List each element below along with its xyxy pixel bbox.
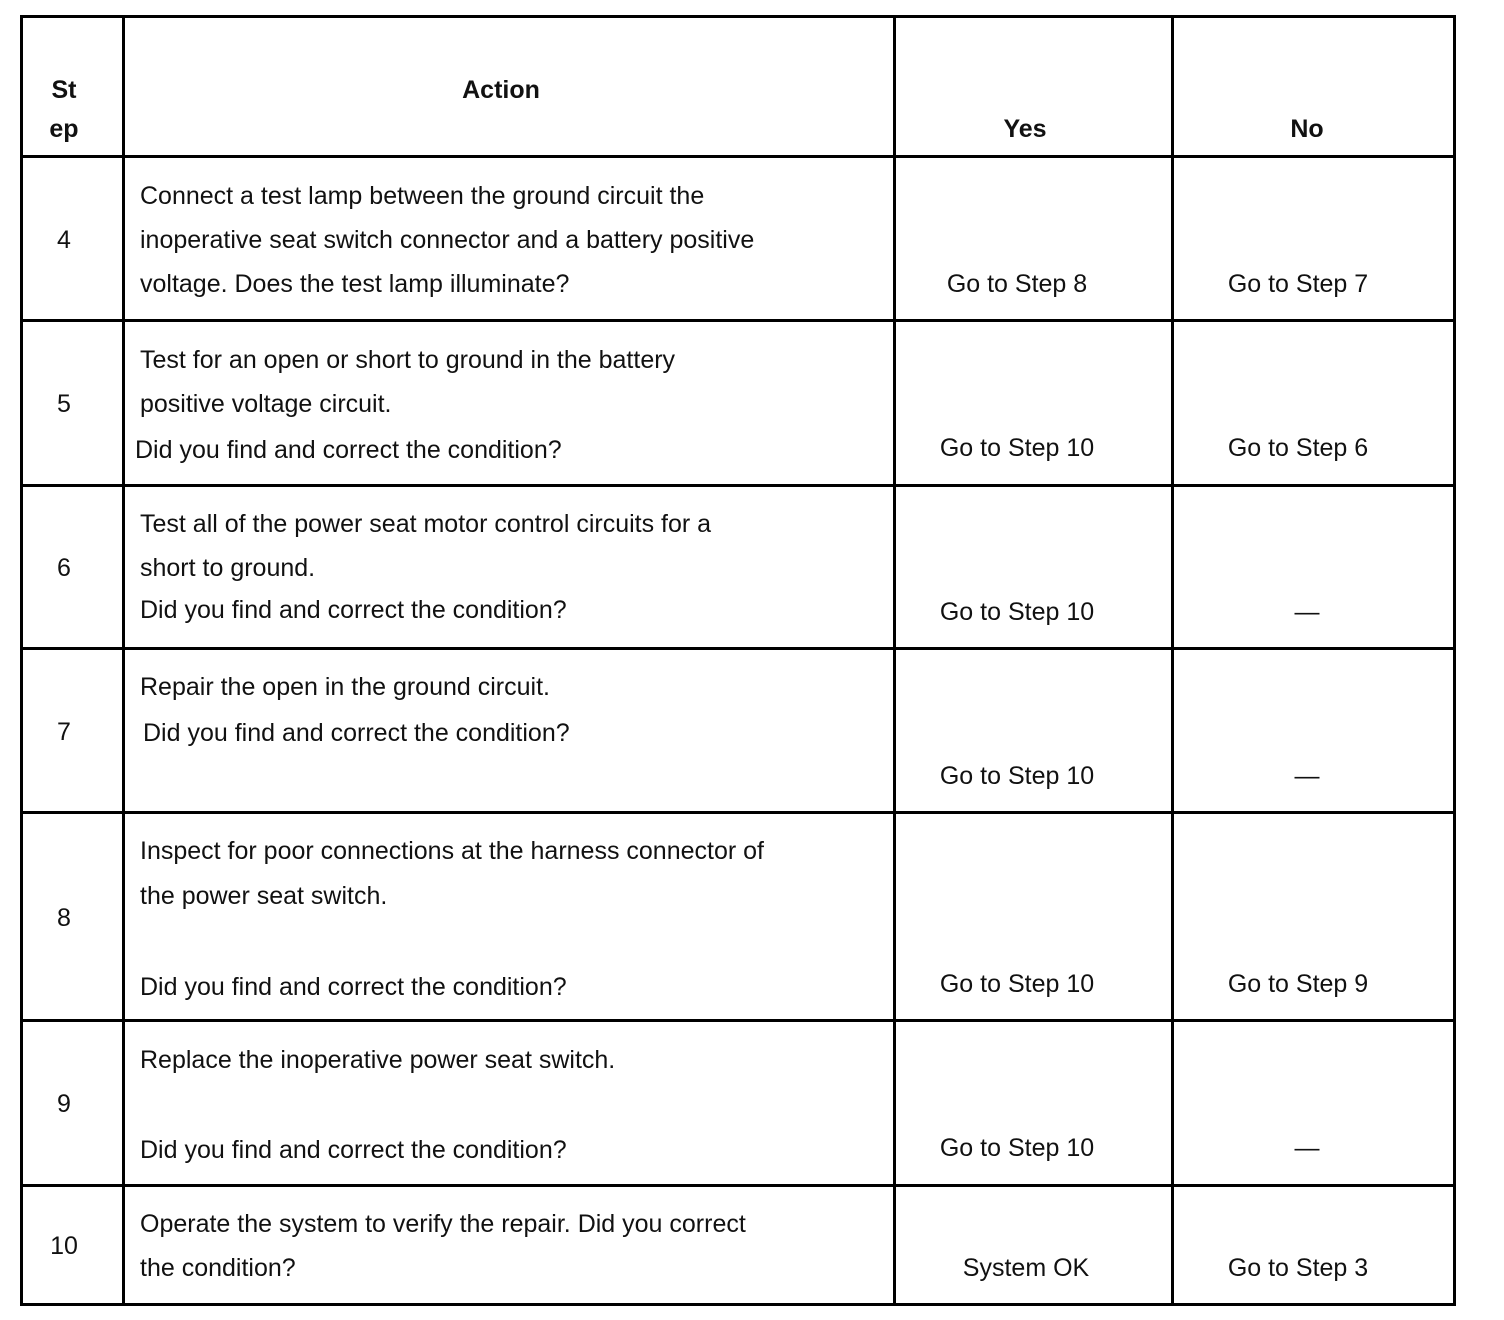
yes-result: Go to Step 10: [939, 1134, 1095, 1162]
table-rule: [20, 319, 1456, 322]
header-step-line1: St: [51, 76, 77, 104]
table-rule: [20, 15, 23, 1306]
action-text: Did you find and correct the condition?: [140, 973, 567, 1001]
table-rule: [20, 811, 1456, 814]
action-text: Did you find and correct the condition?: [143, 719, 570, 747]
step-number: 6: [57, 554, 71, 582]
no-result: Go to Step 6: [1227, 434, 1369, 462]
header-step-line2: ep: [49, 115, 79, 143]
action-text: Operate the system to verify the repair. Did you correct: [140, 1210, 746, 1238]
action-text: Did you find and correct the condition?: [140, 1136, 567, 1164]
table-rule: [20, 155, 1456, 158]
table-rule: [1171, 15, 1174, 1306]
step-number: 9: [57, 1090, 71, 1118]
no-result: Go to Step 3: [1227, 1254, 1369, 1282]
table-rule: [20, 1303, 1456, 1306]
action-text: positive voltage circuit.: [140, 390, 392, 418]
action-text: Replace the inoperative power seat switch.: [140, 1046, 616, 1074]
action-text: short to ground.: [140, 554, 316, 582]
table-rule: [20, 484, 1456, 487]
step-number: 7: [57, 718, 71, 746]
table-rule: [20, 15, 1456, 18]
header-action: Action: [462, 76, 540, 104]
no-result: —: [1294, 598, 1320, 626]
action-text: inoperative seat switch connector and a battery positive: [140, 226, 755, 254]
action-text: Test all of the power seat motor control circuits for a: [140, 510, 712, 538]
yes-result: Go to Step 10: [939, 762, 1095, 790]
action-text: Repair the open in the ground circuit.: [140, 673, 550, 701]
table-rule: [20, 1019, 1456, 1022]
action-text: Did you find and correct the condition?: [140, 596, 567, 624]
table-rule: [893, 15, 896, 1306]
action-text: the power seat switch.: [140, 882, 388, 910]
no-result: —: [1294, 762, 1320, 790]
no-result: —: [1294, 1134, 1320, 1162]
yes-result: Go to Step 10: [939, 970, 1095, 998]
action-text: voltage. Does the test lamp illuminate?: [140, 270, 570, 298]
action-text: Test for an open or short to ground in the battery: [140, 346, 676, 374]
action-text: Did you find and correct the condition?: [135, 436, 562, 464]
yes-result: Go to Step 8: [946, 270, 1088, 298]
yes-result: System OK: [962, 1254, 1090, 1282]
action-text: the condition?: [140, 1254, 296, 1282]
yes-result: Go to Step 10: [939, 598, 1095, 626]
step-number: 8: [57, 904, 71, 932]
action-text: Connect a test lamp between the ground circuit the: [140, 182, 705, 210]
table-rule: [20, 1184, 1456, 1187]
yes-result: Go to Step 10: [939, 434, 1095, 462]
table-rule: [20, 647, 1456, 650]
no-result: Go to Step 7: [1227, 270, 1369, 298]
table-rule: [1453, 15, 1456, 1306]
step-number: 5: [57, 390, 71, 418]
action-text: Inspect for poor connections at the harness connector of: [140, 837, 764, 865]
table-rule: [122, 15, 125, 1306]
header-no: No: [1290, 115, 1324, 143]
no-result: Go to Step 9: [1227, 970, 1369, 998]
header-yes: Yes: [1003, 115, 1047, 143]
step-number: 4: [57, 226, 71, 254]
step-number: 10: [50, 1232, 78, 1260]
